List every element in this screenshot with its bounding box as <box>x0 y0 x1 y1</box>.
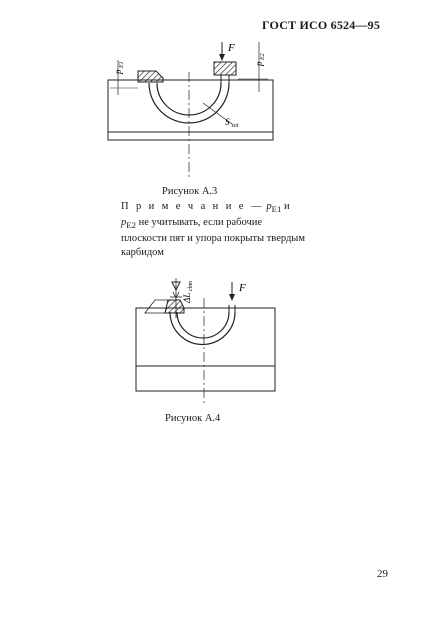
figure-a3-caption: Рисунок А.3 <box>162 186 218 197</box>
page-number: 29 <box>377 568 388 580</box>
force-label: F <box>228 42 235 54</box>
svg-text:E2: E2 <box>260 53 266 60</box>
u-specimen-a4 <box>170 312 235 345</box>
svg-text:tot: tot <box>232 123 239 129</box>
note-text: П р и м е ч а н и е — $p_{E1}$ и $p_{E2}$ не учитывать, если рабочие плоскости пят и упора покрыты твердым карбидом <box>121 201 306 259</box>
right-anvil-hatched <box>214 62 236 75</box>
stot-label: S <box>225 117 230 127</box>
delta-l-label: ΔL <box>182 292 192 303</box>
svg-text:E1: E1 <box>119 61 125 68</box>
figure-a3-drawing <box>0 0 424 200</box>
pe1-label: p <box>113 69 123 74</box>
base-block <box>108 80 273 140</box>
document-header: ГОСТ ИСО 6524—95 <box>262 18 381 32</box>
figure-a4-drawing <box>0 270 424 410</box>
force-label-a4: F <box>239 282 246 294</box>
svg-text:cbm: cbm <box>188 281 194 291</box>
figure-a4-caption: Рисунок А.4 <box>165 413 221 424</box>
left-anvil-hatched <box>138 71 163 82</box>
base-block-a4 <box>136 308 275 391</box>
pe2-label: p <box>254 61 264 66</box>
